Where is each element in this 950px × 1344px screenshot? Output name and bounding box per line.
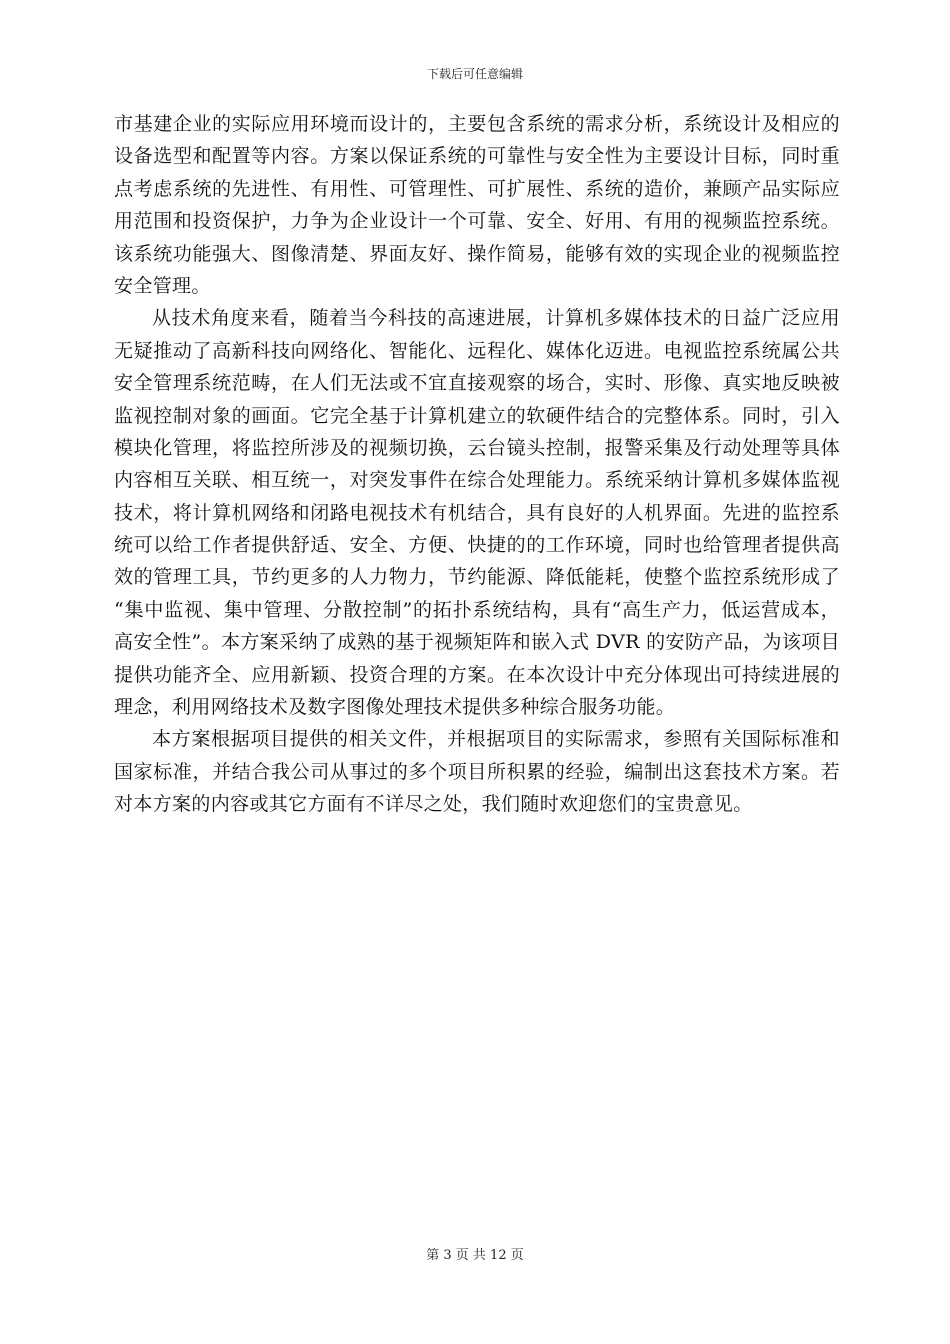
page-number: 第 3 页 共 12 页 [426, 1248, 524, 1263]
document-body [114, 108, 840, 821]
paragraph-2 [114, 302, 840, 723]
paragraph-line: 本方案根据项目提供的相关文件，并根据项目的实际需求，参照有关国际标准和 [152, 728, 840, 751]
paragraph-line: 统可以给工作者提供舒适、安全、方便、快捷的的工作环境，同时也给管理者提供高 [114, 534, 840, 557]
paragraph-line: 效的管理工具，节约更多的人力物力，节约能源、降低能耗，使整个监控系统形成了 [114, 566, 840, 589]
paragraph-line: 高安全性”。本方案采纳了成熟的基于视频矩阵和嵌入式 DVR 的安防产品，为该项目 [114, 631, 840, 654]
paragraph-line: 监视控制对象的画面。它完全基于计算机建立的软硬件结合的完整体系。同时，引入 [114, 404, 840, 427]
page-header-note: 下载后可任意编辑 [426, 67, 523, 81]
paragraph-line: 该系统功能强大、图像清楚、界面友好、操作简易，能够有效的实现企业的视频监控 [114, 242, 840, 265]
paragraph-line: 用范围和投资保护，力争为企业设计一个可靠、安全、好用、有用的视频监控系统。 [114, 210, 840, 233]
paragraph-1 [114, 108, 840, 302]
paragraph-line: 理念，利用网络技术及数字图像处理技术提供多种综合服务功能。 [114, 696, 676, 719]
paragraph-line: 对本方案的内容或其它方面有不详尽之处，我们随时欢迎您们的宝贵意见。 [114, 793, 753, 816]
paragraph-line: 点考虑系统的先进性、有用性、可管理性、可扩展性、系统的造价，兼顾产品实际应 [114, 177, 840, 200]
paragraph-line: 市基建企业的实际应用环境而设计的，主要包含系统的需求分析，系统设计及相应的 [114, 113, 840, 135]
paragraph-line: 模块化管理，将监控所涉及的视频切换，云台镜头控制，报警采集及行动处理等具体 [114, 436, 840, 459]
paragraph-3 [114, 723, 840, 820]
paragraph-line: 安全管理系统范畴，在人们无法或不宜直接观察的场合，实时、形像、真实地反映被 [114, 372, 840, 395]
paragraph-line: 提供功能齐全、应用新颖、投资合理的方案。在本次设计中充分体现出可持续进展的 [114, 663, 840, 686]
paragraph-line: 安全管理。 [114, 274, 211, 297]
paragraph-line: 无疑推动了高新科技向网络化、智能化、远程化、媒体化迈进。电视监控系统属公共 [114, 339, 840, 362]
paragraph-line: “集中监视、集中管理、分散控制”的拓扑系统结构，具有“高生产力，低运营成本， [114, 598, 840, 621]
paragraph-line: 国家标准，并结合我公司从事过的多个项目所积累的经验，编制出这套技术方案。若 [114, 760, 840, 783]
paragraph-line: 技术，将计算机网络和闭路电视技术有机结合，具有良好的人机界面。先进的监控系 [114, 501, 840, 524]
paragraph-line: 设备选型和配置等内容。方案以保证系统的可靠性与安全性为主要设计目标，同时重 [114, 145, 840, 168]
paragraph-line: 从技术角度来看，随着当今科技的高速进展，计算机多媒体技术的日益广泛应用 [152, 307, 840, 330]
paragraph-line: 内容相互关联、相互统一，对突发事件在综合处理能力。系统采纳计算机多媒体监视 [114, 469, 840, 492]
